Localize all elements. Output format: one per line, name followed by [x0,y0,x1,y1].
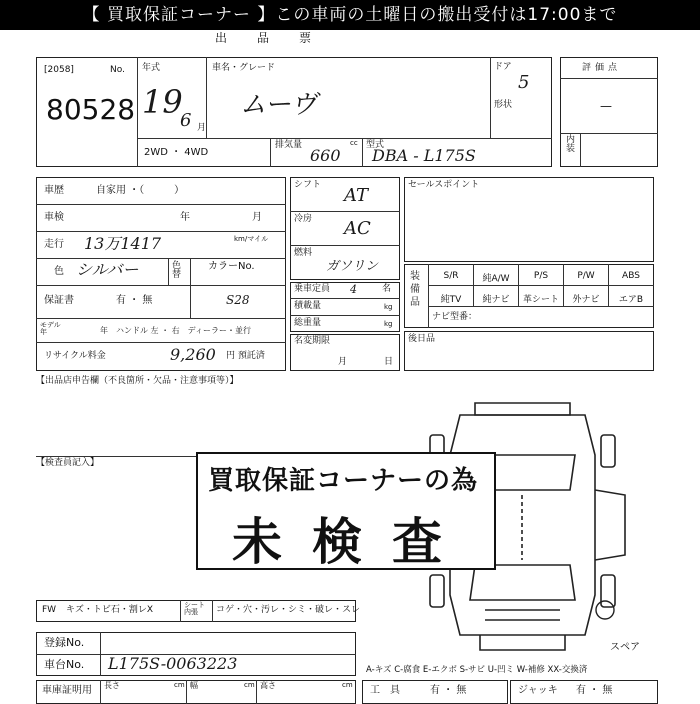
history-value: 自家用 ・（ ） [96,185,185,196]
load-label: 積載量 [294,301,322,311]
stamp-line1: 買取保証コーナーの為 [208,466,479,496]
mileage-unit: km/マイル [234,235,269,243]
equip-tv: 純TV [440,295,462,305]
recycle-unit: 円 預託済 [226,351,265,361]
inspection-label: 車検 [44,212,64,223]
month-value: 6 [180,110,192,131]
year-label: 年式 [142,63,161,73]
gross-label: 総重量 [294,318,322,328]
displacement-label: 排気量 [275,140,303,150]
after-date-box [404,331,654,371]
name-label: 車名・グレード [212,63,276,73]
equip-aw: 純A/W [482,274,510,284]
load-unit: kg [384,303,393,311]
jack-label: ジャッキ [518,685,558,696]
garage-length-unit: cm [174,681,185,689]
registration-label: 登録No. [44,636,85,649]
sales-point-label: セールスポイント [408,180,480,190]
name-change-day: 日 [384,357,394,367]
model-year-options: 年 ハンドル 左 ・ 右 ディーラー・並行 [100,326,251,335]
inspection-month-unit: 月 [252,212,262,223]
shift-label: シフト [294,180,322,190]
chassis-value: L175S-0063223 [108,654,238,673]
garage-height-unit: cm [342,681,353,689]
seller-notes-label: 【出品店申告欄（不良箇所・欠品・注意事項等）】 [36,376,239,386]
equip-leather: 革シート [522,295,559,305]
equip-sr: S/R [443,271,459,281]
model-year-label: モデル年 [40,321,61,336]
ac-value: AC [344,218,371,239]
fuel-label: 燃料 [294,248,313,258]
capacity-label: 乗車定員 [294,284,331,294]
equip-airbag: エアB [618,295,644,305]
capacity-unit: 名 [382,284,392,294]
mileage-label: 走行 [44,239,64,250]
equip-ps: P/S [533,271,549,281]
chassis-label: 車台No. [44,658,85,671]
color-value: シルバー [76,260,139,279]
fw-label: FW [42,605,57,615]
door-value: 5 [518,72,530,93]
model-label: 型式 [366,140,385,150]
gross-unit: kg [384,320,393,328]
displacement-unit: cc [350,139,358,147]
door-label: ドア [494,62,512,72]
model-value: DBA - L175S [372,146,476,165]
after-date-label: 後日品 [408,334,436,344]
color-label: 色 [54,266,64,277]
color-no-label: カラーNo. [208,261,255,272]
not-inspected-stamp [196,452,496,570]
equipment-label: 装備品 [410,271,420,308]
seat-text: コゲ・穴・汚レ・シミ・破レ・スレ [216,605,361,615]
warranty-value: 有 ・ 無 [116,295,153,306]
history-label: 車歴 [44,185,64,196]
fuel-value: ガソリン [326,259,379,274]
form-title-partial: 出品票 [215,31,342,45]
grade-label: 評価点 [582,63,622,73]
stamp-line2: 未検査 [232,513,472,571]
garage-length: 長さ [104,681,120,690]
interior-label: 内装 [566,135,576,154]
name-change-month: 月 [338,357,348,367]
car-name: ムーヴ [240,90,317,120]
year-value: 19 [142,83,183,121]
banner: 【 買取保証コーナー 】この車両の土曜日の搬出受付は17:00まで [0,0,700,30]
inspector-notes-label: 【検査員記入】 [36,458,100,468]
equip-navi: 純ナビ [482,295,510,305]
lot-suffix: No. [110,65,125,75]
garage-width-unit: cm [244,681,255,689]
displacement-value: 660 [310,146,341,165]
month-unit: 月 [197,123,207,133]
grade-value: — [600,99,612,113]
jack-value: 有 ・ 無 [576,685,613,696]
shift-value: AT [344,185,369,206]
seat-label: シート内張 [184,601,205,616]
tools-label: 工 具 [370,685,400,696]
nav-model-label: ナビ型番： [432,312,478,322]
tools-value: 有 ・ 無 [430,685,467,696]
recycle-value: 9,260 [170,345,216,364]
name-change-label: 名変期限 [294,336,331,346]
lot-number: 80528 [46,93,136,126]
color-no-value: S28 [226,293,250,307]
recycle-label: リサイクル料金 [44,351,106,361]
warranty-label: 保証書 [44,295,74,306]
ac-label: 冷房 [294,214,313,224]
equip-pw: P/W [577,271,595,281]
fw-text: キズ・トビ石・割レX [66,605,153,615]
capacity-value: 4 [350,283,357,296]
damage-codes: A-キズ C-腐食 E-エクボ S-サビ U-凹ミ W-補修 XX-交換済 [366,665,588,675]
shape-label: 形状 [494,100,513,110]
lot-small: [2058] [44,65,74,75]
inspection-year-unit: 年 [180,212,190,223]
color-change-label: 色替 [172,261,182,280]
mileage-value: 13万1417 [84,234,162,253]
drive-type: 2WD ・ 4WD [144,147,209,158]
spare-label: スペア [610,642,640,653]
garage-height: 高さ [260,681,276,690]
garage-width: 幅 [190,681,198,690]
equip-ext-navi: 外ナビ [572,295,600,305]
garage-label: 車庫証明用 [42,685,92,696]
equip-abs: ABS [622,271,640,281]
